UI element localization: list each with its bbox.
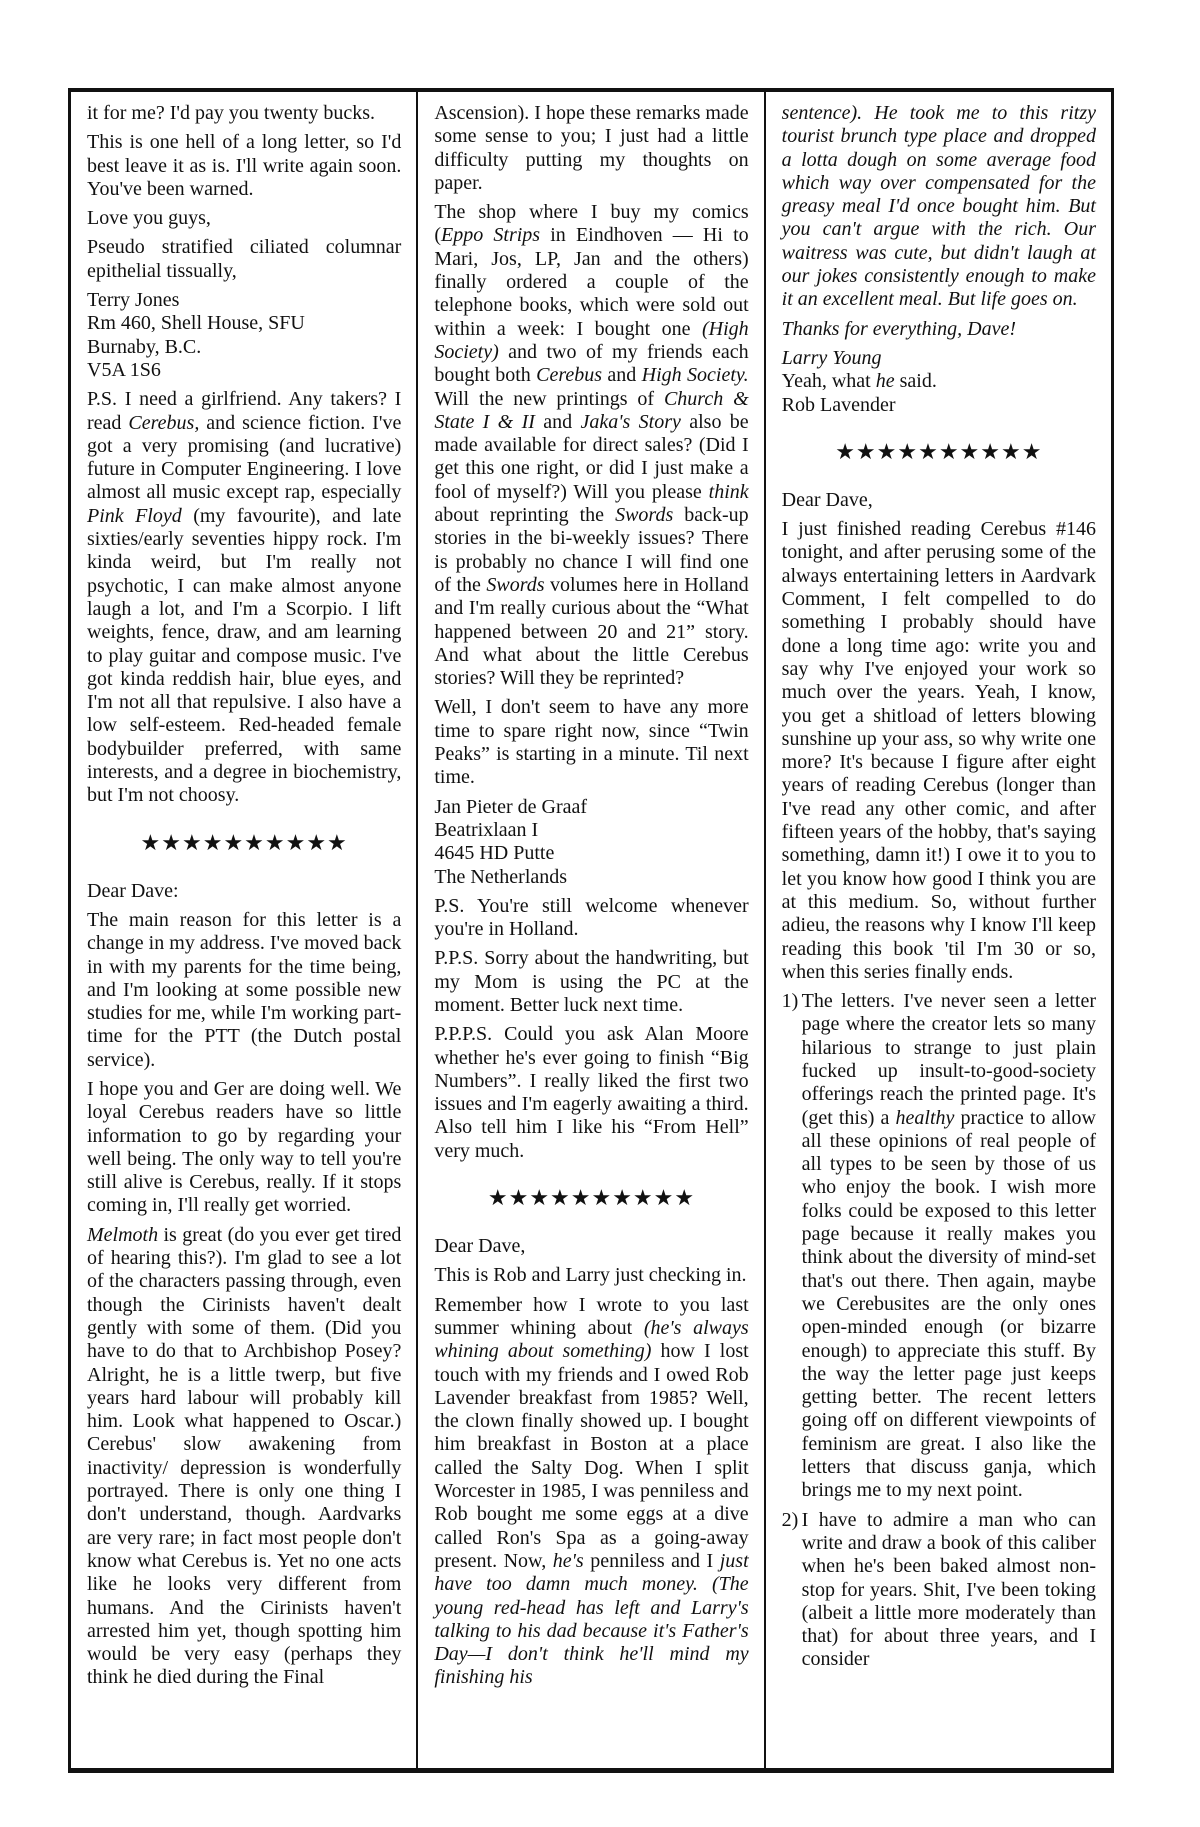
italic-text: Larry Young <box>781 346 882 369</box>
address-line: The Netherlands <box>434 865 568 888</box>
italic-text: High Society. <box>641 364 749 387</box>
text-run: P.S. I need a girlfriend. Any takers? I read <box>87 388 402 434</box>
star-divider: ★★★★★★★★★★ <box>140 829 348 855</box>
text-run: Well, I don't seem to have any more time to spare right now, since “Twin Peaks” is starting in a minute. Til next time. <box>434 696 749 789</box>
paragraph <box>434 895 748 942</box>
italic-text: Church & State I & II <box>434 387 749 433</box>
italic-text: (he's always whining about something) <box>434 1316 749 1363</box>
text-run: I just finished reading Cerebus #146 tonight, and after perusing some of the always entertaining letters in Aardvark Comment, I felt compelled to do something I probably should have done a long time ago: write you and say why I've enjoyed your work so much over the years. Yeah, I know, you get a shitload of letters blowing sunshine up your ass, so why write one more? It's because I figure after eight years of reading Cerebus (longer than I've read any other comic, and after fifteen years of the hobby, that's saying something, damn it!) I owe it to you to let you know how good I think you are at this medium. So, without further adieu, the reasons why I know I'll keep reading this book 'til I'm 30 or so, when this series finally ends. <box>781 518 1096 983</box>
text-run: volumes here in Holland and I'm really curious about the “What happened between 20 and 21” story. And what about the little Cerebus stories? Will they be reprinted? <box>434 573 749 690</box>
paragraph <box>87 1224 401 1690</box>
numbered-item <box>782 1509 1096 1672</box>
paragraph <box>87 909 401 1072</box>
text-run: The letters. I've never seen a letter page where the creator lets so many hilarious to strange to just plain fucked up insult-to-good-society offerings reach the printed page. It's (get this) a <box>801 990 1096 1129</box>
text-run: The main reason for this letter is a change in my address. I've moved back in with my parents for the time being, and I'm looking at some possible new studies for me, while I'm working part-time for the PTT (the Dutch postal service). <box>87 908 402 1071</box>
star-divider: ★★★★★★★★★★ <box>835 438 1043 464</box>
text-run: Will the new printings of <box>434 387 664 410</box>
text-run: P.S. You're still welcome whenever you're in Holland. <box>434 894 749 941</box>
text-run: penniless and I <box>583 1549 720 1572</box>
address-block <box>87 289 401 382</box>
italic-text: Jaka's Story <box>580 410 681 433</box>
text-run: P.P.P.S. Could you ask Alan Moore whether he's ever going to finish “Big Numbers”. I really liked the first two issues and I'm eagerly awaiting a third. Also tell him I like his “From Hell” very much. <box>434 1023 749 1162</box>
paragraph <box>434 201 748 690</box>
address-line: 4645 HD Putte <box>434 842 555 865</box>
paragraph <box>434 1294 748 1690</box>
text-run: Yeah, what <box>781 370 876 393</box>
italic-text: think <box>708 480 749 503</box>
text-run: Love you guys, <box>87 207 211 230</box>
text-run: Remember how I wrote to you last summer whining about <box>434 1293 749 1339</box>
text-run: it for me? I'd pay you twenty bucks. <box>87 102 375 124</box>
column-3 <box>766 92 1111 1768</box>
paragraph <box>87 207 401 230</box>
paragraph <box>782 394 1096 417</box>
paragraph <box>782 318 1096 341</box>
text-run: is great (do you ever get tired of hearing this?). I'm glad to see a lot of the characters passing through, even though the Cirinists haven't dealt gently with some of them. (Did you have to do that to Archbishop Posey? Alright, he is a little twerp, but five years hard labour will probably kill him. Look what happened to Oscar.) Cerebus' slow awakening from inactivity/ depression is wonderfully portrayed. There is only one thing I don't understand, though. Aardvarks are very rare; in fact most people don't know what Cerebus is. Yet no one acts like he looks very different from humans. And the Cirinists haven't arrested him yet, though spotting him would be very easy (perhaps they think he died during the Final <box>87 1223 402 1689</box>
italic-text: Cerebus <box>536 364 603 387</box>
text-run: and two of my friends each bought both <box>434 340 749 387</box>
column-2 <box>418 92 765 1768</box>
paragraph <box>434 947 748 1017</box>
letter-salutation <box>434 1235 748 1258</box>
letter-salutation <box>782 489 1096 512</box>
text-run: and science fiction. I've got a very promising (and lucrative) future in Computer Engineering. I love almost all music except rap, especially <box>87 411 402 504</box>
item-number: 1) <box>781 990 799 1013</box>
paragraph <box>434 696 748 789</box>
text-run: Pseudo stratified ciliated columnar epithelial tissually, <box>87 236 402 282</box>
address-line: Terry Jones <box>87 289 180 312</box>
italic-text: Cerebus, <box>128 411 200 434</box>
text-run: practice to allow all these opinions of real people of all types to be seen by those of us who enjoy the book. I wish more folks could be exposed to this letter page because it really makes you think about the diversity of mind-set that's out there. Then again, maybe we Cerebusites are the only ones open-minded enough (or bizarre enough) to appreciate this stuff. By the way the letter page just keeps getting better. The recent letters going off on different viewpoints of feminism are great. I also like the letters that discuss ganja, which brings me to my next point. <box>801 1106 1096 1502</box>
address-line: Beatrixlaan I <box>434 818 539 841</box>
text-run: Ascension). I hope these remarks made some sense to you; I just had a little difficulty putting my thoughts on paper. <box>434 102 749 194</box>
text-run: This is one hell of a long letter, so I'd best leave it as is. I'll write again soon. You've been warned. <box>87 131 402 200</box>
italic-text: Eppo Strips <box>441 224 541 247</box>
text-run: and <box>534 410 581 433</box>
paragraph <box>87 102 401 125</box>
text-run: (my favourite), and late sixties/early seventies hippy rock. I'm kinda weird, but I'm really not psychotic, I can make almost anyone laugh a lot, and I'm a Scorpio. I lift weights, fence, draw, and am learning to play guitar and compose music. I've got kinda reddish hair, blue eyes, and I'm not all that repulsive. I also have a low self-esteem. Red-headed female bodybuilder preferred, with same interests, and a degree in biochemistry, but I'm not choosy. <box>87 504 402 807</box>
italic-text: Melmoth <box>87 1223 159 1246</box>
italic-text: he's <box>552 1549 584 1572</box>
text-run: said. <box>894 370 937 393</box>
italic-text: Swords <box>486 573 545 596</box>
text-run: The shop where I buy my comics ( <box>434 201 749 247</box>
italic-text: healthy <box>895 1106 955 1129</box>
text-run: Rob Lavender <box>781 393 896 416</box>
text-run: Dear Dave, <box>434 1235 526 1258</box>
text-run: about reprinting the <box>434 504 616 527</box>
text-run: I hope you and Ger are doing well. We loyal Cerebus readers have so little information to go by regarding your well being. The only way to tell you're still alive is Cerebus, really. If it stops coming in, I'll really get worried. <box>87 1077 402 1217</box>
text-run: This is Rob and Larry just checking in. <box>434 1264 747 1287</box>
paragraph <box>434 1023 748 1163</box>
text-run: in Eindhoven — Hi to Mari, Jos, LP, Jan and the others) finally ordered a couple of the telephone books, which were sold out within a week: I bought one <box>434 224 749 340</box>
italic-text: (High Society) <box>434 317 749 363</box>
italic-text: sentence). He took me to this ritzy tourist brunch type place and dropped a lotta dough on some average food which way over compensated for the greasy meal I'd once bought him. But you can't argue with the rich. Our waitress was cute, but didn't laugh at our jokes consistently enough to make it an excellent meal. But life goes on. <box>781 102 1096 311</box>
item-text <box>802 990 1096 1503</box>
paragraph <box>782 347 1096 370</box>
italic-text: he <box>875 370 895 393</box>
address-line: Rm 460, Shell House, SFU <box>87 312 305 335</box>
text-run: Dear Dave, <box>781 488 873 511</box>
paragraph <box>87 236 401 283</box>
text-run: P.P.S. Sorry about the handwriting, but my Mom is using the PC at the moment. Better luck next time. <box>434 947 749 1016</box>
text-run: and <box>602 364 642 387</box>
paragraph <box>87 388 401 807</box>
paragraph <box>434 102 748 195</box>
address-line: Jan Pieter de Graaf <box>434 795 588 818</box>
italic-text: Pink Floyd <box>87 504 182 527</box>
italic-text: just have too damn much money. (The young red-head has left and Larry's talking to his dad because it's Father's Day—I don't think he'll mind my finishing his <box>434 1549 749 1689</box>
star-divider: ★★★★★★★★★★ <box>487 1185 696 1211</box>
address-line: Burnaby, B.C. <box>87 335 202 358</box>
address-line: V5A 1S6 <box>87 358 161 381</box>
paragraph <box>782 518 1096 984</box>
item-text <box>802 1509 1096 1672</box>
paragraph <box>782 102 1096 312</box>
letters-page-frame <box>68 88 1114 1773</box>
text-run: how I lost touch with my friends and I owed Rob Lavender breakfast from 1985? Well, the clown finally showed up. I bought him breakfast in Boston at a place called the Salty Dog. When I split Worcester in 1985, I was penniless and Rob bought me some eggs at a dive called Ron's Spa as a going-away present. Now, <box>434 1340 749 1572</box>
numbered-item <box>782 990 1096 1503</box>
paragraph <box>434 1264 748 1287</box>
item-number: 2) <box>781 1508 799 1531</box>
paragraph <box>782 370 1096 393</box>
letter-salutation <box>87 880 401 903</box>
italic-text: Thanks for everything, Dave! <box>781 317 1017 340</box>
text-run: also be made available for direct sales? (Did I get this one right, or did I just make a fool of myself?) Will you please <box>434 410 749 503</box>
address-block <box>434 796 748 889</box>
text-run: back-up stories in the bi-weekly issues? There is probably no chance I will find one of the <box>434 504 749 596</box>
text-run: I have to admire a man who can write and draw a book of this caliber when he's been baked almost non-stop for years. Shit, I've been toking (albeit a little more moderately than that) for about three years, and I consider <box>801 1508 1096 1671</box>
paragraph <box>87 1078 401 1218</box>
paragraph <box>87 131 401 201</box>
column-1 <box>71 92 418 1768</box>
italic-text: Swords <box>615 504 674 527</box>
text-run: Dear Dave: <box>87 879 179 902</box>
